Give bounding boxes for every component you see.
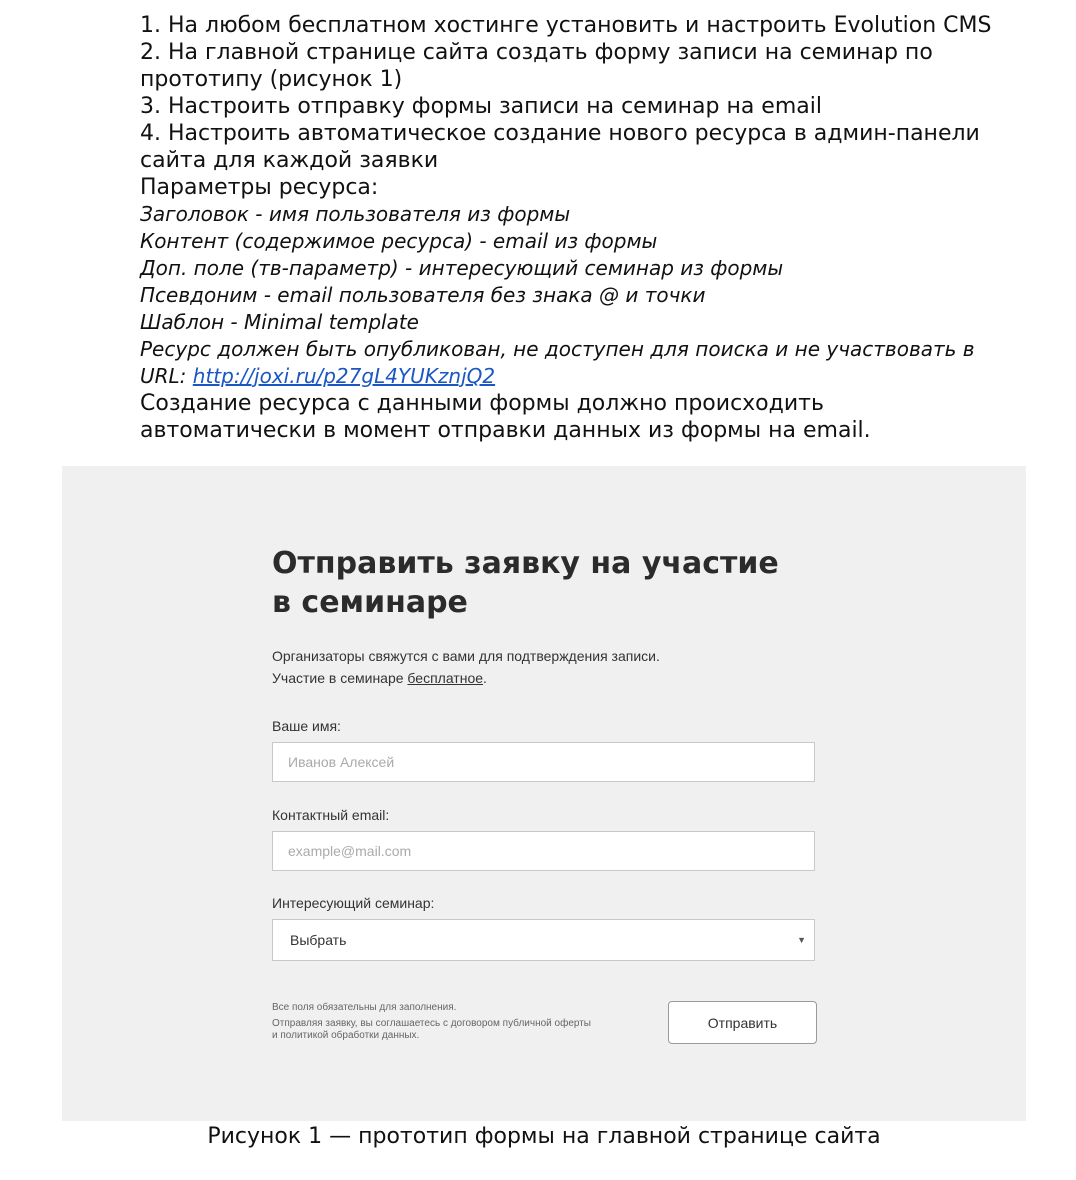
- param-template: Шаблон - Minimal template: [140, 310, 419, 334]
- param-content: Контент (содержимое ресурса) - email из формы: [140, 229, 658, 253]
- email-label: Контактный email:: [272, 807, 390, 823]
- name-label: Ваше имя:: [272, 718, 341, 734]
- task-item-3: 3. Настроить отправку формы записи на семинар на email: [140, 94, 822, 119]
- seminar-label: Интересующий семинар:: [272, 895, 435, 911]
- form-prototype-figure: [62, 466, 1026, 1121]
- seminar-select-value: Выбрать: [290, 932, 347, 948]
- param-url-link[interactable]: http://joxi.ru/p27gL4YUKznjQ2: [192, 364, 496, 388]
- figure-caption: Рисунок 1 — прототип формы на главной странице сайта: [207, 1124, 881, 1149]
- caret-down-icon: ▼: [797, 935, 806, 945]
- fine-agreement-2: и политикой обработки данных.: [272, 1030, 420, 1041]
- fine-agreement-1: Отправляя заявку, вы соглашаетесь с договором публичной оферты: [272, 1018, 591, 1029]
- free-link[interactable]: бесплатное: [407, 670, 484, 686]
- name-input[interactable]: [272, 742, 815, 782]
- email-input[interactable]: [272, 831, 815, 871]
- form-desc-line-1: Организаторы свяжутся с вами для подтверждения записи.: [272, 648, 660, 664]
- form-fine-print: [272, 1002, 662, 1042]
- task-item-2-line-1: 2. На главной странице сайта создать форму записи на семинар по: [140, 40, 933, 65]
- form-title-line-1: Отправить заявку на участие: [272, 546, 779, 581]
- param-tv: Доп. поле (тв-параметр) - интересующий семинар из формы: [140, 256, 784, 280]
- fine-required: Все поля обязательны для заполнения.: [272, 1002, 457, 1013]
- param-url: [140, 363, 1060, 390]
- task-item-1: 1. На любом бесплатном хостинге установить и настроить Evolution CMS: [140, 13, 992, 38]
- task-description: [140, 12, 1060, 444]
- form-desc-line-2-suffix: .: [483, 670, 487, 686]
- form-desc-line-2-prefix: Участие в семинаре: [272, 670, 408, 686]
- form-description: [272, 645, 660, 689]
- task-item-4-line-2: сайта для каждой заявки: [140, 148, 439, 173]
- param-title: Заголовок - имя пользователя из формы: [140, 202, 571, 226]
- param-url-prefix: URL:: [140, 364, 193, 388]
- closing-line-1: Создание ресурса с данными формы должно происходить: [140, 391, 824, 416]
- submit-button[interactable]: Отправить: [668, 1001, 817, 1044]
- param-publish: Ресурс должен быть опубликован, не доступен для поиска и не участвовать в: [140, 337, 975, 361]
- param-alias: Псевдоним - email пользователя без знака @ и точки: [140, 283, 706, 307]
- params-heading: Параметры ресурса:: [140, 175, 379, 200]
- form-title: [272, 544, 818, 622]
- form-title-line-2: в семинаре: [272, 585, 468, 620]
- closing-line-2: автоматически в момент отправки данных из формы на email.: [140, 418, 871, 443]
- task-item-4-line-1: 4. Настроить автоматическое создание нового ресурса в админ-панели: [140, 121, 980, 146]
- seminar-select[interactable]: [272, 919, 815, 961]
- task-item-2-line-2: прототипу (рисунок 1): [140, 67, 403, 92]
